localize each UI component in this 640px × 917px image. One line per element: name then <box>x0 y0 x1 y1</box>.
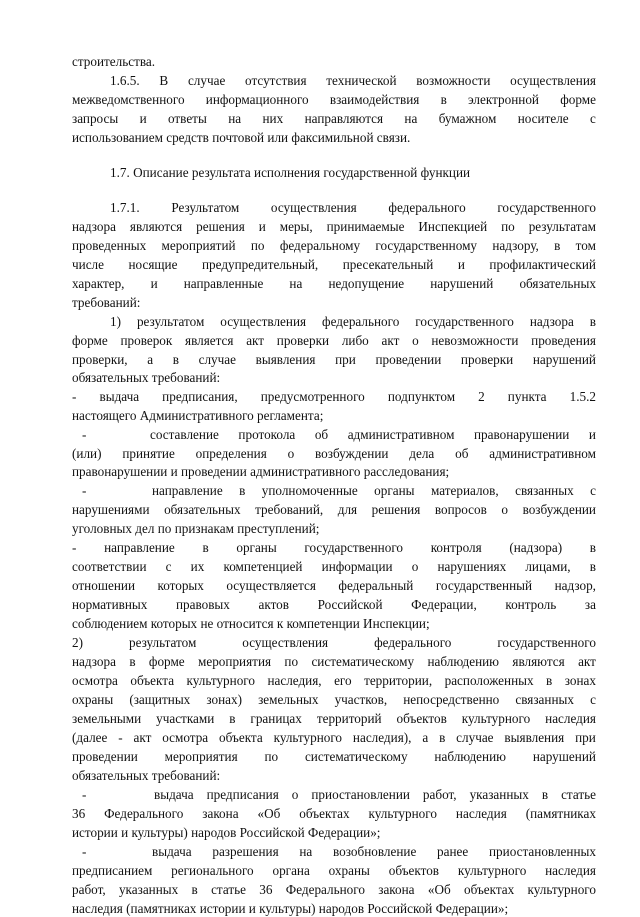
word: 2 <box>478 389 485 404</box>
word: государственному <box>375 238 478 253</box>
word: выдача <box>154 787 194 802</box>
word: нарушениями <box>72 502 150 517</box>
word: материалов, <box>430 483 499 498</box>
word: и <box>150 276 158 291</box>
word: 36 <box>72 806 86 821</box>
text-line: 1.7. Описание результата исполнения государственной функции <box>110 165 471 180</box>
word: в <box>239 483 246 498</box>
word: акт <box>133 730 152 745</box>
word: нарушений <box>430 276 494 291</box>
word: земельных <box>258 692 319 707</box>
word: культурного <box>273 730 343 745</box>
word: надзора <box>72 219 116 234</box>
word: за <box>584 597 596 612</box>
word: осуществления <box>242 635 329 650</box>
word: в <box>172 352 179 367</box>
word: культурного <box>457 863 527 878</box>
word: зонах) <box>206 692 242 707</box>
text-line <box>72 806 596 822</box>
word: разрешения <box>212 844 279 859</box>
word: обязательных <box>519 276 596 291</box>
word: нарушений <box>532 352 596 367</box>
word: информации <box>321 559 393 574</box>
text-line <box>72 578 596 594</box>
word: и <box>457 257 465 272</box>
word: меры, <box>279 219 313 234</box>
text-line <box>72 654 596 670</box>
word: носителе <box>517 111 569 126</box>
word: и <box>588 427 596 442</box>
text-line <box>72 692 596 708</box>
word: составление <box>150 427 219 442</box>
word: для <box>337 502 358 517</box>
text-line <box>72 597 596 613</box>
word: наследия <box>545 863 596 878</box>
word: принятие <box>122 446 175 461</box>
word: являются <box>512 654 565 669</box>
word: охраны <box>328 863 370 878</box>
word: проведении <box>375 352 442 367</box>
word: невозможности <box>431 333 519 348</box>
word: правовых <box>175 597 230 612</box>
word: в <box>589 314 596 329</box>
word: технической <box>326 73 397 88</box>
word: проведения <box>531 333 596 348</box>
text-line <box>110 314 596 330</box>
word: при <box>575 730 596 745</box>
word: 1) <box>110 314 121 329</box>
word: них <box>262 111 284 126</box>
word: осуществления <box>270 200 357 215</box>
word: государственного <box>415 314 514 329</box>
word: ответы <box>168 111 207 126</box>
word: межведомственного <box>72 92 185 107</box>
word: наследия <box>545 711 596 726</box>
word: в <box>191 882 198 897</box>
word: федерального <box>388 200 466 215</box>
word: контроля <box>430 540 482 555</box>
text-line: наследия (памятниках истории и культуры) народов Российской Федерации»; <box>72 901 509 916</box>
word: форме <box>148 654 185 669</box>
word: о <box>287 446 295 461</box>
text-line <box>72 635 596 651</box>
word: проверки, <box>72 352 128 367</box>
word: надзору, <box>492 238 539 253</box>
word: в <box>589 540 596 555</box>
text-line <box>72 333 596 349</box>
word: культурного <box>461 711 531 726</box>
text-line <box>72 730 596 746</box>
word: по <box>284 654 299 669</box>
word: границах <box>250 711 302 726</box>
text-line: использованием средств почтовой или факсимильной связи. <box>72 130 411 145</box>
text-line <box>72 427 596 443</box>
word: правонарушении <box>474 427 570 442</box>
word: систематическому <box>311 654 415 669</box>
word: вопросов <box>434 502 487 517</box>
word: а <box>422 730 429 745</box>
word: надзора <box>72 654 116 669</box>
text-line: истории и культуры) народов Российской Федерации»; <box>72 825 381 840</box>
word: «Об <box>257 806 281 821</box>
word: уполномоченные <box>261 483 358 498</box>
word: соответствии <box>72 559 147 574</box>
word: на <box>289 276 303 291</box>
word: информационного <box>205 92 309 107</box>
word: по <box>501 219 515 234</box>
word: пункта <box>507 389 547 404</box>
word: о <box>501 502 509 517</box>
word: предписанием <box>72 863 153 878</box>
text-line: обязательных требований: <box>72 768 221 783</box>
word: приостановленных <box>489 844 596 859</box>
word: осуществляется <box>226 578 316 593</box>
word: проверки <box>276 333 330 348</box>
word: 2) <box>72 635 83 650</box>
word: результатом <box>128 635 197 650</box>
word: 1.6.5. <box>110 73 140 88</box>
word: территории, <box>364 673 433 688</box>
word: указанных <box>469 787 529 802</box>
word: на <box>228 111 242 126</box>
text-line: уголовных дел по признакам преступлений; <box>72 521 320 536</box>
word: Российской <box>317 597 383 612</box>
text-line <box>72 844 596 860</box>
text-line <box>72 502 596 518</box>
word: о <box>412 333 419 348</box>
word: нарушений <box>532 749 596 764</box>
word: контроль <box>505 597 557 612</box>
word: дела <box>409 446 435 461</box>
text-line <box>72 219 596 235</box>
word: с <box>590 483 596 498</box>
word: профилактический <box>489 257 596 272</box>
word: статье <box>211 882 246 897</box>
text-line: соблюдением которых не относится к компетенции Инспекции; <box>72 616 430 631</box>
word: наблюдению <box>427 654 500 669</box>
word: мероприятия <box>164 749 238 764</box>
word: федеральный <box>338 578 414 593</box>
text-line <box>72 257 596 273</box>
word: культурного <box>368 806 437 821</box>
text-line: требований: <box>72 295 141 310</box>
word: нормативных <box>72 597 148 612</box>
word: надзора <box>529 314 574 329</box>
word: 1.7.1. <box>110 200 140 215</box>
word: закона <box>202 806 239 821</box>
text-line <box>72 92 596 108</box>
text-line <box>72 749 596 765</box>
word: государственного <box>497 200 596 215</box>
word: объектов <box>396 711 447 726</box>
word: - <box>118 730 123 745</box>
word: территорий <box>316 711 382 726</box>
word: органа <box>272 863 310 878</box>
word: систематическому <box>304 749 408 764</box>
word: наследия, <box>267 673 322 688</box>
word: культурного <box>527 882 596 897</box>
word: акт <box>246 333 265 348</box>
word: объекта <box>219 730 263 745</box>
text-line <box>72 882 596 898</box>
word: зонах <box>564 673 596 688</box>
word: направление <box>104 540 175 555</box>
word: органы <box>374 483 415 498</box>
word: лицами, <box>525 559 571 574</box>
word: об <box>455 446 469 461</box>
word: возможности <box>416 73 491 88</box>
word: проверок <box>120 333 173 348</box>
word: объекта <box>130 673 175 688</box>
word: форме <box>560 92 596 107</box>
word: запросы <box>72 111 119 126</box>
text-line <box>72 483 596 499</box>
word: направление <box>152 483 223 498</box>
word: (памятниках <box>525 806 596 821</box>
word: Федерации, <box>411 597 477 612</box>
word: случае <box>456 730 494 745</box>
text-line <box>72 111 596 127</box>
list-dash: - <box>82 787 87 802</box>
word: ранее <box>437 844 469 859</box>
word: связанных <box>515 692 574 707</box>
word: и <box>258 219 266 234</box>
word: бумажном <box>438 111 497 126</box>
word: проведенных <box>72 238 147 253</box>
word: с <box>590 692 596 707</box>
word: компетенцией <box>223 559 303 574</box>
list-dash: - <box>82 483 87 498</box>
word: «Об <box>427 882 451 897</box>
word: протокола <box>238 427 296 442</box>
text-line <box>72 863 596 879</box>
word: с <box>590 111 596 126</box>
text-line <box>72 673 596 689</box>
word: (или) <box>72 446 102 461</box>
word: направляются <box>304 111 384 126</box>
word: том <box>575 238 596 253</box>
word: требований, <box>255 502 324 517</box>
word: охраны <box>72 692 114 707</box>
text-line <box>72 446 596 462</box>
word: связанных <box>515 483 574 498</box>
text-line <box>72 276 596 292</box>
word: носящие <box>128 257 178 272</box>
word: указанных <box>118 882 179 897</box>
word: в <box>439 730 446 745</box>
text-line <box>110 73 596 89</box>
word: случае <box>187 73 226 88</box>
word: отсутствия <box>245 73 307 88</box>
word: наблюдению <box>434 749 507 764</box>
text-line <box>72 711 596 727</box>
word: результатам <box>528 219 596 234</box>
word: расположенных <box>444 673 534 688</box>
word: отношении <box>72 578 136 593</box>
word: Федерального <box>285 882 365 897</box>
word: объектах <box>299 806 350 821</box>
word: решения <box>196 219 245 234</box>
word: земельными <box>72 711 142 726</box>
word: Результатом <box>171 200 240 215</box>
word: возбуждении <box>522 502 596 517</box>
text-line: строительства. <box>72 54 156 69</box>
text-line <box>72 238 596 254</box>
word: взаимодействия <box>329 92 420 107</box>
word: акт <box>381 333 400 348</box>
word: случае <box>198 352 236 367</box>
word: (далее <box>72 730 108 745</box>
word: актов <box>258 597 289 612</box>
text-line: обязательных требований: <box>72 370 221 385</box>
word: осмотра <box>72 673 118 688</box>
text-line <box>72 352 596 368</box>
word: являются <box>129 219 183 234</box>
word: - <box>72 389 77 404</box>
word: электронной <box>468 92 539 107</box>
word: (надзора) <box>509 540 563 555</box>
text-line <box>72 559 596 575</box>
word: надзор, <box>554 578 596 593</box>
word: выявления <box>504 730 565 745</box>
word: числе <box>72 257 104 272</box>
word: органы <box>236 540 277 555</box>
word: решения <box>371 502 421 517</box>
word: 1.5.2 <box>569 389 596 404</box>
word: - <box>72 540 77 555</box>
word: проверки <box>460 352 514 367</box>
word: в <box>202 540 209 555</box>
text-line <box>72 540 596 556</box>
word: подпунктом <box>387 389 456 404</box>
word: наследия <box>455 806 507 821</box>
word: Инспекцией <box>418 219 488 234</box>
word: недопущение <box>328 276 405 291</box>
word: либо <box>341 333 369 348</box>
word: в <box>589 559 596 574</box>
text-line: настоящего Административного регламента; <box>72 408 324 423</box>
word: государственного <box>304 540 404 555</box>
word: возобновление <box>333 844 417 859</box>
word: участков, <box>334 692 388 707</box>
word: регионального <box>171 863 254 878</box>
word: 36 <box>259 882 273 897</box>
word: мероприятий <box>161 238 236 253</box>
word: статье <box>561 787 596 802</box>
word: закона <box>378 882 415 897</box>
word: его <box>334 673 352 688</box>
word: В <box>159 73 169 88</box>
word: их <box>190 559 205 574</box>
word: объектов <box>388 863 440 878</box>
text-line: правонарушении и проведении административного расследования; <box>72 464 450 479</box>
word: административном <box>489 446 596 461</box>
word: с <box>165 559 172 574</box>
word: принимаемые <box>326 219 405 234</box>
word: в <box>440 92 447 107</box>
word: акт <box>578 654 596 669</box>
word: в <box>546 673 553 688</box>
word: участками <box>156 711 215 726</box>
word: (защитных <box>129 692 191 707</box>
word: выдача <box>99 389 140 404</box>
word: на <box>299 844 313 859</box>
word: приостановлении <box>311 787 410 802</box>
word: проведении <box>72 749 138 764</box>
word: административном <box>347 427 455 442</box>
word: предусмотренного <box>260 389 365 404</box>
word: предписания, <box>162 389 238 404</box>
word: а <box>147 352 154 367</box>
word: о <box>291 787 299 802</box>
word: выявления <box>255 352 316 367</box>
word: по <box>250 238 265 253</box>
word: характер, <box>72 276 125 291</box>
word: работ, <box>72 882 106 897</box>
word: предписания <box>206 787 279 802</box>
word: форме <box>72 333 108 348</box>
word: в <box>554 238 561 253</box>
word: предупредительный, <box>201 257 319 272</box>
word: в <box>229 711 236 726</box>
text-line <box>110 200 596 216</box>
list-dash: - <box>82 427 87 442</box>
word: наследия), <box>352 730 412 745</box>
word: федерального <box>374 635 452 650</box>
word: на <box>404 111 418 126</box>
word: при <box>335 352 356 367</box>
word: в <box>541 787 549 802</box>
word: результатом <box>136 314 205 329</box>
text-line <box>72 787 596 803</box>
word: о <box>411 559 419 574</box>
word: объектах <box>463 882 515 897</box>
word: осмотра <box>162 730 209 745</box>
word: государственный <box>435 578 533 593</box>
word: осуществления <box>510 73 596 88</box>
word: федерального <box>322 314 400 329</box>
word: в <box>129 654 136 669</box>
word: государственного <box>497 635 596 650</box>
word: культурного <box>186 673 255 688</box>
word: работ, <box>422 787 457 802</box>
word: возбуждении <box>315 446 389 461</box>
word: нарушениях <box>437 559 507 574</box>
word: Федерального <box>104 806 184 821</box>
list-dash: - <box>82 844 87 859</box>
word: непосредственно <box>403 692 500 707</box>
word: определения <box>195 446 267 461</box>
word: и <box>139 111 147 126</box>
word: выдача <box>152 844 192 859</box>
word: об <box>314 427 329 442</box>
word: осуществления <box>220 314 307 329</box>
text-line <box>72 389 596 405</box>
word: направленные <box>183 276 264 291</box>
word: федеральному <box>279 238 361 253</box>
word: обязательных <box>164 502 241 517</box>
word: по <box>264 749 279 764</box>
word: является <box>185 333 234 348</box>
word: пресекательный <box>342 257 434 272</box>
word: мероприятия <box>198 654 272 669</box>
word: которых <box>157 578 204 593</box>
